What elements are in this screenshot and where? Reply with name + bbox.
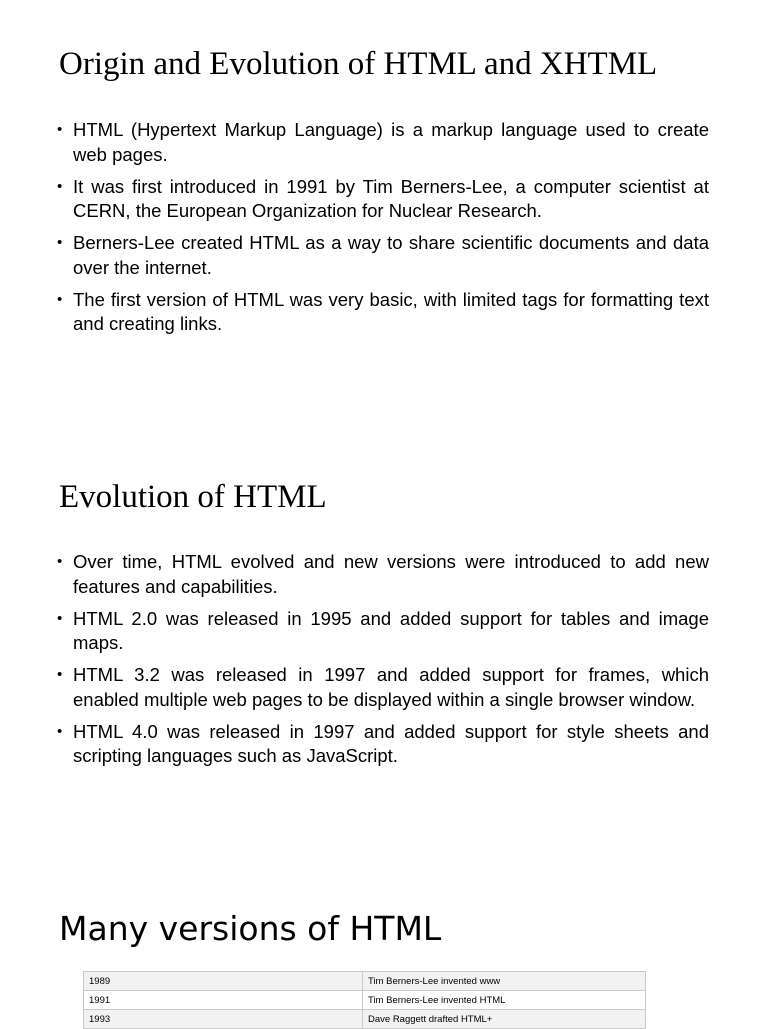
bullet-icon: •	[57, 234, 63, 251]
bullet-text: Over time, HTML evolved and new versions were introduced to add new features and capabilities.	[73, 551, 709, 597]
bullet-item	[55, 175, 709, 224]
bullet-text: Berners-Lee created HTML as a way to share scientific documents and data over the internet.	[73, 232, 709, 278]
year-cell: 1991	[84, 991, 363, 1010]
bullet-text: The first version of HTML was very basic, with limited tags for formatting text and creating links.	[73, 288, 709, 334]
bullet-text: HTML 2.0 was released in 1995 and added support for tables and image maps.	[73, 607, 709, 653]
section3-title: Many versions of HTML	[59, 909, 442, 948]
section2-title: Evolution of HTML	[59, 479, 327, 515]
bullet-item	[55, 118, 709, 167]
year-cell: 1993	[84, 1010, 363, 1029]
html-versions-table	[83, 971, 646, 1029]
bullet-item	[55, 550, 709, 599]
year-cell: 1989	[84, 972, 363, 991]
bullet-text: HTML 3.2 was released in 1997 and added support for frames, which enabled multiple web pages to be displayed within a single browser window.	[73, 664, 709, 710]
bullet-icon: •	[57, 121, 63, 138]
bullet-icon: •	[57, 609, 63, 627]
event-cell: Dave Raggett drafted HTML+	[363, 1010, 646, 1029]
section1-title: Origin and Evolution of HTML and XHTML	[59, 46, 658, 82]
table-row	[84, 1010, 646, 1029]
bullet-text: HTML 4.0 was released in 1997 and added support for style sheets and scripting languages such as JavaScript.	[73, 720, 709, 766]
bullet-icon: •	[57, 666, 63, 683]
bullet-icon: •	[57, 290, 63, 308]
bullet-text: HTML (Hypertext Markup Language) is a markup language used to create web pages.	[73, 119, 709, 165]
section2-bullet-list	[55, 550, 709, 776]
table-row	[84, 972, 646, 991]
bullet-item	[55, 231, 709, 280]
bullet-icon: •	[57, 553, 63, 570]
event-cell: Tim Berners-Lee invented HTML	[363, 991, 646, 1010]
bullet-icon: •	[57, 177, 63, 195]
table-row	[84, 991, 646, 1010]
event-cell: Tim Berners-Lee invented www	[363, 972, 646, 991]
bullet-item	[55, 720, 709, 769]
section1-bullet-list	[55, 118, 709, 344]
bullet-item	[55, 607, 709, 656]
bullet-item	[55, 663, 709, 712]
bullet-text: It was first introduced in 1991 by Tim Berners-Lee, a computer scientist at CERN, the European Organization for Nuclear Research.	[73, 175, 709, 221]
bullet-icon: •	[57, 722, 63, 740]
bullet-item	[55, 288, 709, 337]
